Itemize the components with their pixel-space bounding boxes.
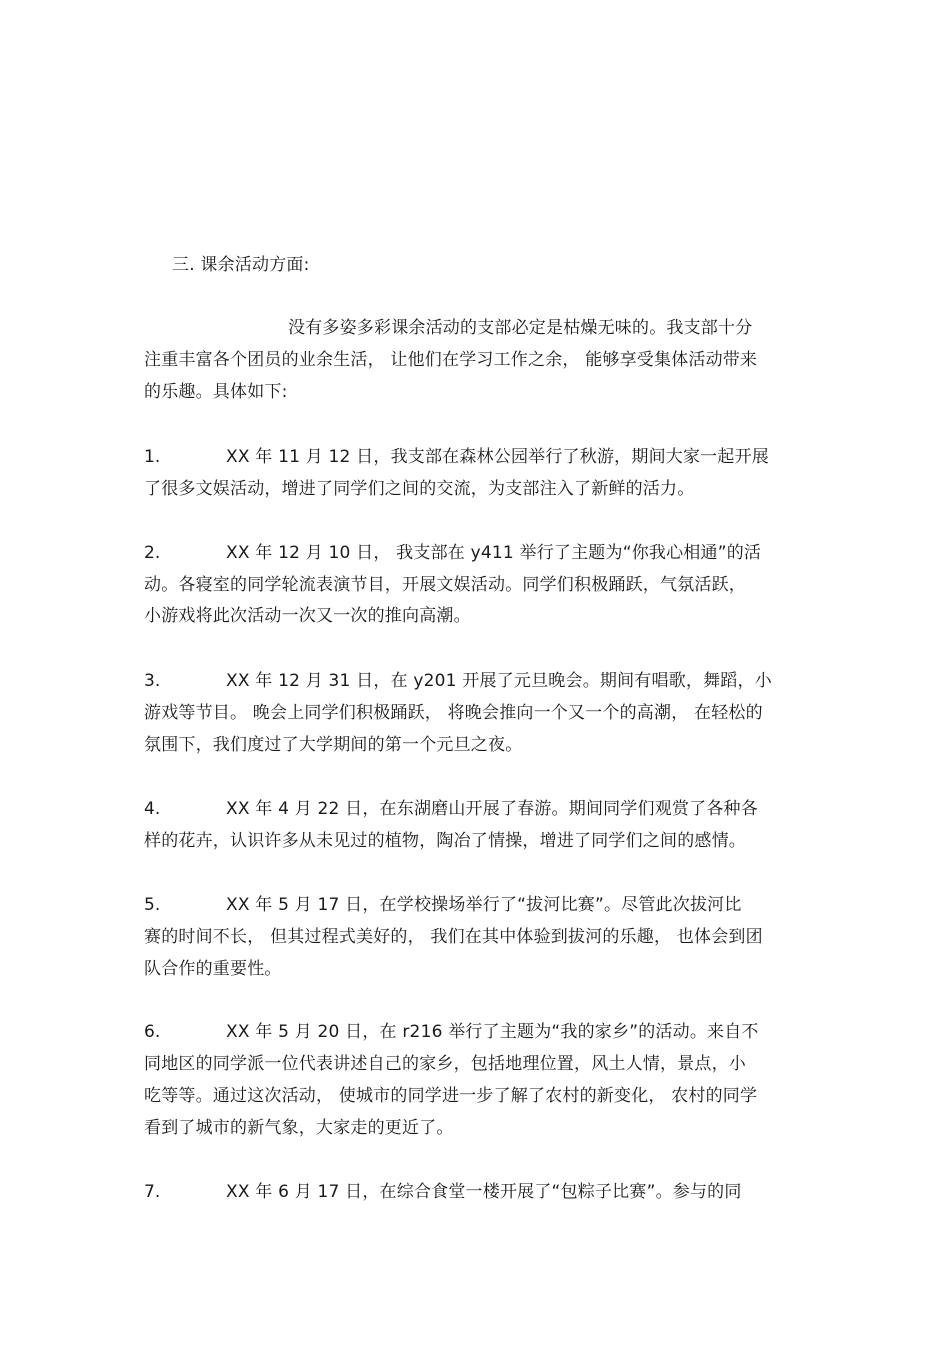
intro-line: 注重丰富各个团员的业余生活， 让他们在学习工作之余， 能够享受集体活动带来 — [144, 350, 758, 370]
item-line: 看到了城市的新气象，大家走的更近了。 — [144, 1118, 454, 1138]
item-line: 小游戏将此次活动一次又一次的推向高潮。 — [144, 606, 471, 626]
item-line: XX 年 4 月 22 日，在东湖磨山开展了春游。期间同学们观赏了各种各 — [226, 799, 758, 819]
item-line: XX 年 5 月 17 日，在学校操场举行了“拔河比赛”。尽管此次拔河比 — [226, 895, 742, 915]
item-line: 同地区的同学派一位代表讲述自己的家乡，包括地理位置，风土人情，景点，小 — [144, 1054, 746, 1074]
item-line: 游戏等节目。 晚会上同学们积极踊跃， 将晚会推向一个又一个的高潮， 在轻松的 — [144, 703, 763, 723]
intro-line: 的乐趣。具体如下: — [144, 382, 288, 402]
item-number: 2. — [144, 543, 161, 563]
item-number: 3. — [144, 671, 161, 691]
item-line: XX 年 12 月 31 日，在 y201 开展了元旦晚会。期间有唱歌，舞蹈，小 — [226, 671, 772, 691]
item-number: 7. — [144, 1182, 161, 1202]
item-line: 赛的时间不长， 但其过程式美好的， 我们在其中体验到拔河的乐趣， 也体会到团 — [144, 927, 763, 947]
item-line: 吃等等。通过这次活动， 使城市的同学进一步了解了农村的新变化， 农村的同学 — [144, 1086, 758, 1106]
item-line: 样的花卉，认识许多从未见过的植物，陶冶了情操，增进了同学们之间的感情。 — [144, 831, 746, 851]
item-line: 了很多文娱活动，增进了同学们之间的交流，为支部注入了新鲜的活力。 — [144, 479, 695, 499]
intro-line: 没有多姿多彩课余活动的支部必定是枯燥无味的。我支部十分 — [288, 318, 753, 338]
section-heading: 三. 课余活动方面: — [172, 255, 310, 275]
item-number: 4. — [144, 799, 161, 819]
item-line: XX 年 5 月 20 日，在 r216 举行了主题为“我的家乡”的活动。来自不 — [226, 1022, 759, 1042]
item-line: XX 年 12 月 10 日， 我支部在 y411 举行了主题为“你我心相通”的活 — [226, 543, 762, 563]
item-number: 6. — [144, 1022, 161, 1042]
item-line: 氛围下，我们度过了大学期间的第一个元旦之夜。 — [144, 735, 523, 755]
item-line: 队合作的重要性。 — [144, 959, 282, 979]
item-line: 动。各寝室的同学轮流表演节目，开展文娱活动。同学们积极踊跃，气氛活跃， — [144, 575, 746, 595]
item-line: XX 年 6 月 17 日，在综合食堂一楼开展了“包粽子比赛”。参与的同 — [226, 1182, 742, 1202]
item-line: XX 年 11 月 12 日，我支部在森林公园举行了秋游，期间大家一起开展 — [226, 447, 769, 467]
item-number: 5. — [144, 895, 161, 915]
item-number: 1. — [144, 447, 161, 467]
